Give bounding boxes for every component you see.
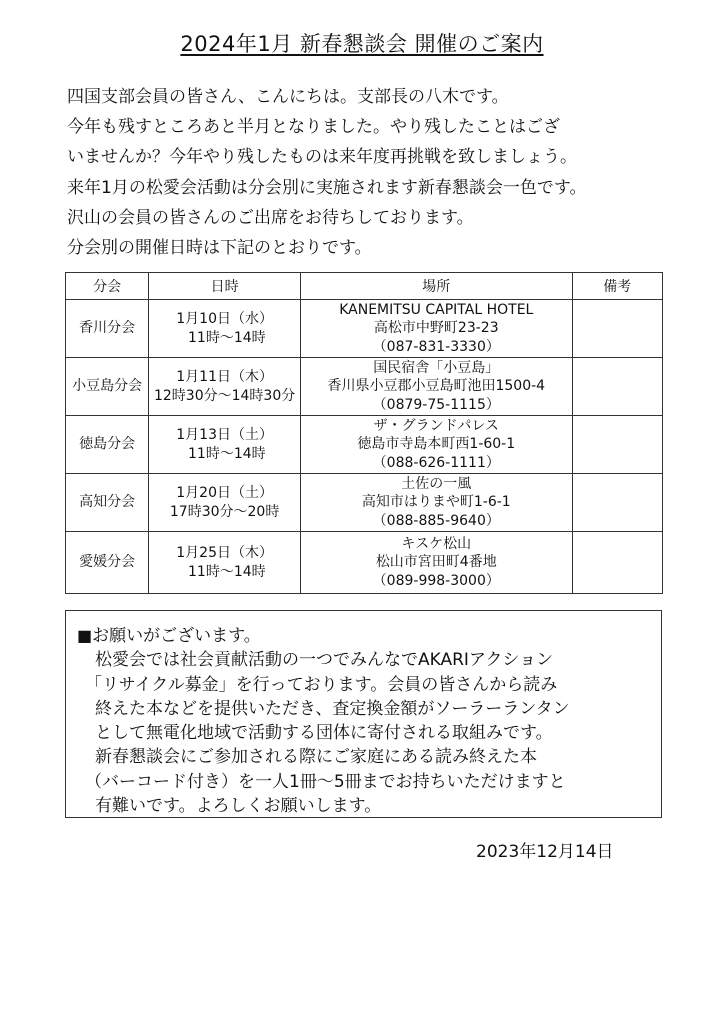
notice-heading: お願いがございます。 — [92, 626, 261, 646]
intro-line: 今年も残すところあと半月となりました。やり残したことはござ — [67, 117, 560, 138]
venue-name: 国民宿舎「小豆島」 — [373, 359, 500, 376]
notice-line: 有難いです。よろしくお願いします。 — [95, 796, 382, 817]
venue-address: 徳島市寺島本町西1-60-1 — [357, 436, 516, 453]
cell-note — [572, 474, 663, 532]
cell-branch: 小豆島分会 — [66, 358, 149, 416]
request-notice-box — [65, 610, 662, 818]
document-date: 2023年12月14日 — [476, 842, 614, 862]
cell-place — [301, 416, 572, 474]
header-note: 備考 — [572, 273, 663, 300]
notice-line: （バーコード付き）を一人1冊～5冊までお持ちいただけますと — [85, 771, 566, 792]
intro-line: 来年1月の松愛会活動は分会別に実施されます新春懇談会一色です。 — [67, 177, 587, 198]
table-row — [66, 532, 663, 594]
notice-line: 松愛会では社会貢献活動の一つでみんなでAKARIアクション — [95, 650, 554, 671]
intro-line: 沢山の会員の皆さんのご出席をお待ちしております。 — [67, 207, 474, 228]
header-place: 場所 — [301, 273, 572, 300]
notice-heading-line — [77, 624, 661, 648]
venue-name: KANEMITSU CAPITAL HOTEL — [339, 301, 534, 318]
venue-address: 松山市宮田町4番地 — [375, 554, 497, 571]
cell-note — [572, 300, 663, 358]
header-datetime: 日時 — [149, 273, 301, 300]
square-bullet-icon: ■ — [77, 626, 93, 645]
notice-line: として無電化地域で活動する団体に寄付される取組みです。 — [95, 723, 553, 744]
event-date: 1月25日（木） — [176, 545, 273, 561]
cell-branch: 愛媛分会 — [66, 532, 149, 594]
cell-place — [301, 300, 572, 358]
cell-note — [572, 532, 663, 594]
venue-phone: （0879-75-1115） — [372, 396, 500, 413]
venue-phone: （087-831-3330） — [372, 338, 500, 355]
venue-phone: （088-885-9640） — [372, 512, 500, 529]
event-date: 1月13日（土） — [176, 427, 273, 443]
page-title — [0, 29, 724, 59]
schedule-table — [65, 272, 663, 594]
event-date: 1月20日（土） — [176, 485, 273, 501]
event-time: 11時～14時 — [183, 563, 266, 580]
cell-datetime — [149, 416, 301, 474]
intro-line: いませんか？今年やり残したものは来年度再挑戦を致しましょう。 — [67, 147, 577, 168]
venue-address: 香川県小豆郡小豆島町池田1500-4 — [327, 378, 546, 395]
venue-phone: （089-998-3000） — [372, 572, 500, 589]
cell-datetime — [149, 358, 301, 416]
event-date: 1月11日（木） — [176, 369, 273, 385]
cell-note — [572, 358, 663, 416]
table-row — [66, 300, 663, 358]
cell-datetime — [149, 532, 301, 594]
intro-paragraph — [67, 82, 687, 263]
table-header-row — [66, 273, 663, 300]
notice-line: 終えた本などを提供いただき、査定換金額がソーラーランタン — [95, 698, 570, 719]
cell-place — [301, 358, 572, 416]
event-time: 11時～14時 — [183, 329, 266, 346]
event-time: 11時～14時 — [183, 445, 266, 462]
intro-line: 分会別の開催日時は下記のとおりです。 — [67, 238, 372, 259]
cell-note — [572, 416, 663, 474]
venue-phone: （088-626-1111） — [372, 454, 500, 471]
cell-datetime — [149, 300, 301, 358]
event-time: 12時30分～14時30分 — [153, 387, 296, 404]
venue-name: キスケ松山 — [401, 535, 472, 552]
notice-line: 新春懇談会にご参加される際にご家庭にある読み終えた本 — [95, 747, 537, 768]
venue-address: 高知市はりまや町1-6-1 — [361, 494, 511, 511]
intro-line: 四国支部会員の皆さん、こんにちは。支部長の八木です。 — [67, 87, 509, 107]
table-row — [66, 416, 663, 474]
table-row — [66, 358, 663, 416]
cell-place — [301, 474, 572, 532]
event-date: 1月10日（水） — [176, 311, 273, 327]
venue-address: 高松市中野町23-23 — [373, 320, 499, 337]
table-row — [66, 474, 663, 532]
header-branch: 分会 — [66, 273, 149, 300]
page-title-text: 2024年1月 新春懇談会 開催のご案内 — [180, 32, 544, 56]
cell-branch: 徳島分会 — [66, 416, 149, 474]
notice-line: 「リサイクル募金」を行っております。会員の皆さんから読み — [85, 674, 558, 695]
event-time: 17時30分～20時 — [169, 503, 280, 520]
cell-place — [301, 532, 572, 594]
venue-name: 土佐の一風 — [401, 475, 472, 492]
cell-branch: 高知分会 — [66, 474, 149, 532]
cell-datetime — [149, 474, 301, 532]
venue-name: ザ・グランドパレス — [373, 417, 499, 434]
cell-branch: 香川分会 — [66, 300, 149, 358]
